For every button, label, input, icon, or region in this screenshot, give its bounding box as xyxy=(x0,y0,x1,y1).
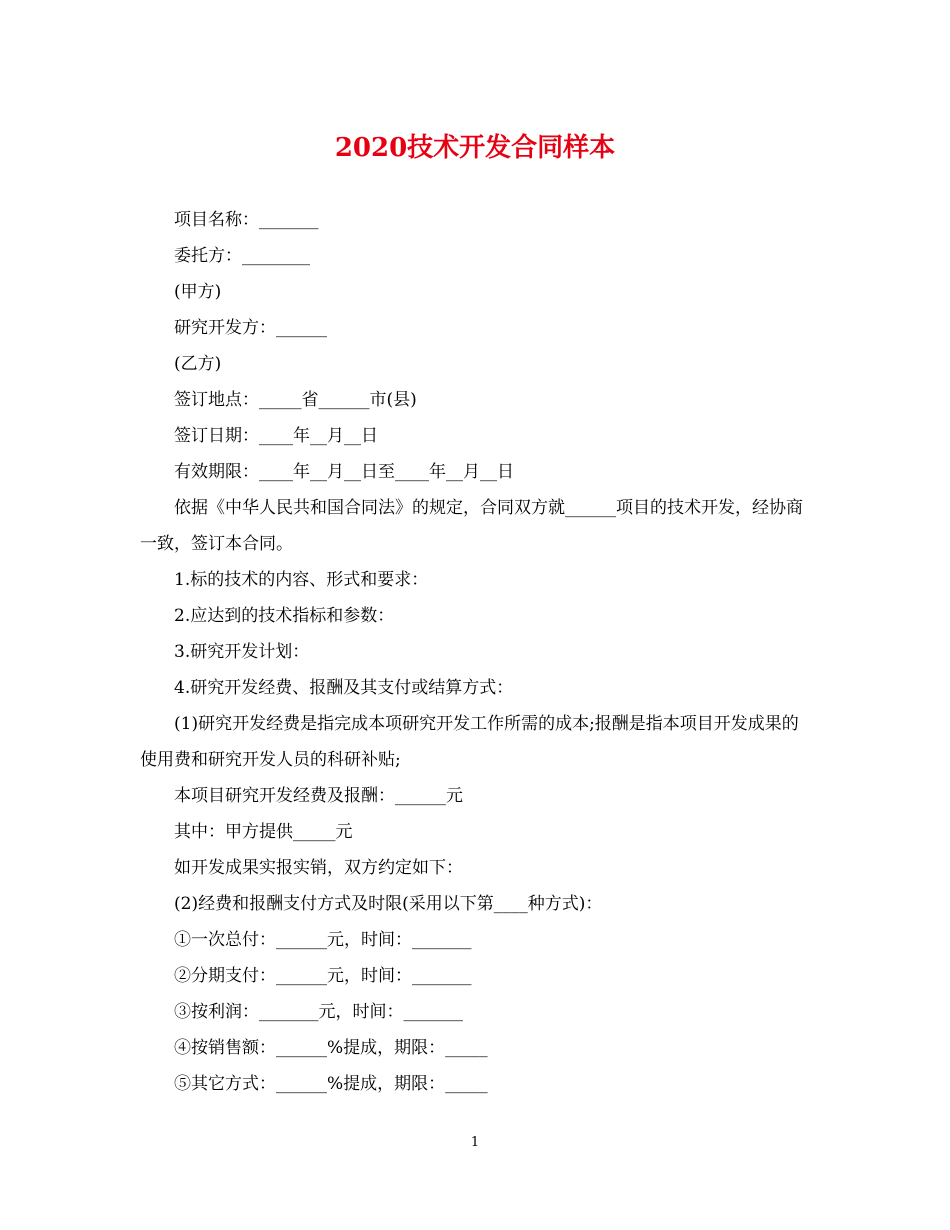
paragraph-item-1: 1.标的技术的内容、形式和要求： xyxy=(174,570,429,590)
paragraph-reimbursement: 如开发成果实报实销，双方约定如下： xyxy=(174,858,463,878)
paragraph-option-5: ⑤其它方式：______%提成，期限：_____ xyxy=(174,1074,488,1094)
document-body xyxy=(140,202,812,1102)
paragraph-client: 委托方：________ xyxy=(174,246,310,266)
paragraph-party-a: (甲方) xyxy=(174,282,222,302)
paragraph-item-4-2: (2)经费和报酬支付方式及时限(采用以下第____种方式)： xyxy=(174,894,603,914)
paragraph-option-2: ②分期支付：______元，时间：_______ xyxy=(174,966,472,986)
paragraph-sign-date: 签订日期：____年__月__日 xyxy=(174,426,378,446)
paragraph-party-b: (乙方) xyxy=(174,354,222,374)
page-number: 1 xyxy=(470,1135,480,1150)
paragraph-option-4: ④按销售额：______%提成，期限：_____ xyxy=(174,1038,488,1058)
paragraph-item-4: 4.研究开发经费、报酬及其支付或结算方式： xyxy=(174,678,514,698)
paragraph-total-fee: 本项目研究开发经费及报酬：______元 xyxy=(174,786,463,806)
paragraph-preamble: 依据《中华人民共和国合同法》的规定，合同双方就______项目的技术开发，经协商一致，签订本合同。 xyxy=(140,498,803,554)
paragraph-sign-place: 签订地点：_____省______市(县) xyxy=(174,390,417,410)
paragraph-party-a-provides: 其中：甲方提供_____元 xyxy=(174,822,353,842)
paragraph-project-name: 项目名称：_______ xyxy=(174,210,319,230)
paragraph-developer: 研究开发方：______ xyxy=(174,318,327,338)
paragraph-option-3: ③按利润：_______元，时间：_______ xyxy=(174,1002,463,1022)
paragraph-item-2: 2.应达到的技术指标和参数： xyxy=(174,606,395,626)
paragraph-item-4-1: (1)研究开发经费是指完成本项研究开发工作所需的成本;报酬是指本项目开发成果的使用费和研究开发人员的科研补贴; xyxy=(140,714,799,770)
paragraph-validity: 有效期限：____年__月__日至____年__月__日 xyxy=(174,462,514,482)
paragraph-item-3: 3.研究开发计划： xyxy=(174,642,310,662)
paragraph-option-1: ①一次总付：______元，时间：_______ xyxy=(174,930,472,950)
document-title: 2020技术开发合同样本 xyxy=(334,133,616,163)
